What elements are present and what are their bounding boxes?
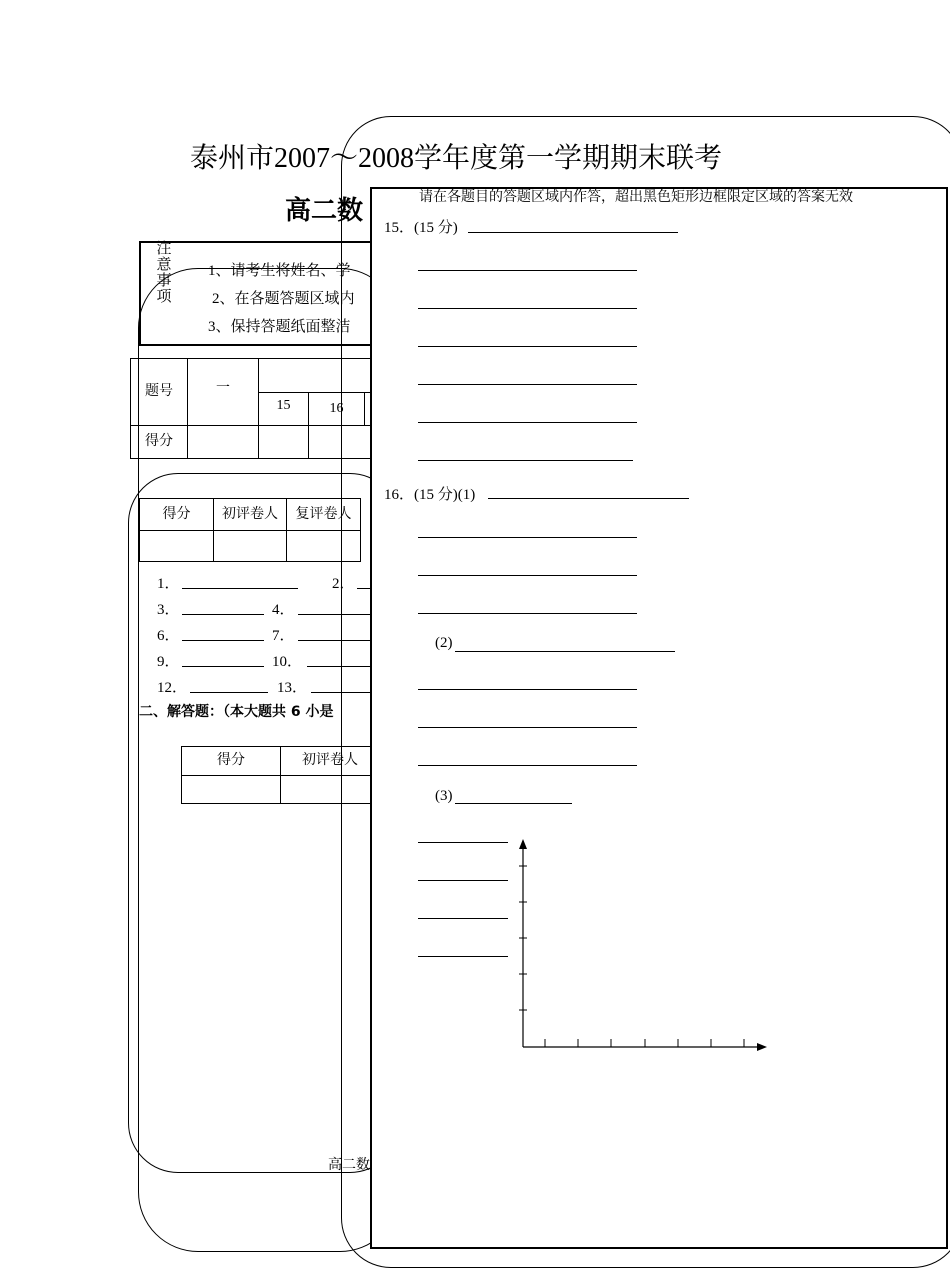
score-table-col-16: 16 <box>308 392 365 426</box>
blank-line-3[interactable] <box>182 614 264 615</box>
q16-part3-line-1[interactable] <box>418 842 508 843</box>
answer-area-warning: 请在各题目的答题区域内作答，超出黑色矩形边框限定区域的答案无效 <box>419 189 853 205</box>
q16-part2-line-2[interactable] <box>418 727 637 728</box>
q16-part2-label: (2) <box>435 635 453 651</box>
q16-part3-line-2[interactable] <box>418 880 508 881</box>
blank-line-12[interactable] <box>190 692 268 693</box>
blank-line-9[interactable] <box>182 666 264 667</box>
q16-part3-line-0[interactable] <box>455 803 572 804</box>
q16-part3-line-3[interactable] <box>418 918 508 919</box>
score-table-header-label: 题号 <box>130 358 188 426</box>
blank-label-4: 4． <box>272 602 295 618</box>
blank-line-1[interactable] <box>182 588 298 589</box>
blank-label-1: 1． <box>157 576 180 592</box>
q15-line-6[interactable] <box>418 460 633 461</box>
grader2-first-header: 初评卷人 <box>280 746 380 776</box>
blank-label-6: 6． <box>157 628 180 644</box>
notice-item-2: 2、在各题答题区域内 <box>212 291 355 307</box>
grader1-second-header: 复评卷人 <box>286 498 361 531</box>
q15-line-3[interactable] <box>418 346 637 347</box>
score-table-col-one: 一 <box>187 358 259 426</box>
blank-label-3: 3． <box>157 602 180 618</box>
grader2-score-header: 得分 <box>181 746 281 776</box>
q15-line-0[interactable] <box>468 232 678 233</box>
score-cell-one[interactable] <box>187 425 259 459</box>
score-cell-15[interactable] <box>258 425 309 459</box>
q16-part2-line-1[interactable] <box>418 689 637 690</box>
q16-line-2[interactable] <box>418 575 637 576</box>
x-axis-arrow-icon <box>757 1043 767 1051</box>
blank-label-9: 9． <box>157 654 180 670</box>
blank-label-12: 12． <box>157 680 188 696</box>
page-subtitle: 高二数 <box>285 196 364 226</box>
blank-line-6[interactable] <box>182 640 264 641</box>
q15-label: 15．(15 分) <box>384 220 458 236</box>
q16-line-0[interactable] <box>488 498 689 499</box>
q16-label: 16．(15 分)(1) <box>384 487 476 503</box>
section2-heading: 二、解答题：（本大题共 6 小是 <box>139 704 334 720</box>
q15-line-5[interactable] <box>418 422 637 423</box>
grader2-score-cell[interactable] <box>181 775 281 804</box>
blank-label-10: 10． <box>272 654 303 670</box>
q15-line-1[interactable] <box>418 270 637 271</box>
q16-part3-label: (3) <box>435 788 453 804</box>
score-table-score-label: 得分 <box>130 425 188 459</box>
blank-label-7: 7． <box>272 628 295 644</box>
q16-line-3[interactable] <box>418 613 637 614</box>
coordinate-axes <box>512 835 772 1065</box>
grader1-first-cell[interactable] <box>213 530 287 562</box>
q16-part2-line-0[interactable] <box>455 651 675 652</box>
page-title: 泰州市2007～2008学年度第一学期期末联考 <box>190 143 723 174</box>
score-table-col-15: 15 <box>258 392 309 426</box>
grader1-first-header: 初评卷人 <box>213 498 287 531</box>
y-axis-arrow-icon <box>519 839 527 849</box>
blank-label-13: 13． <box>277 680 308 696</box>
blank-label-2: 2． <box>332 576 355 592</box>
q16-line-1[interactable] <box>418 537 637 538</box>
q16-part3-line-4[interactable] <box>418 956 508 957</box>
grader1-score-header: 得分 <box>139 498 214 531</box>
q15-line-2[interactable] <box>418 308 637 309</box>
back-page-footer: 高二数 <box>328 1158 370 1173</box>
notice-label: 注 意 事 项 <box>156 241 172 305</box>
notice-item-1: 1、请考生将姓名、学 <box>208 263 351 279</box>
q16-part2-line-3[interactable] <box>418 765 637 766</box>
notice-item-3: 3、保持答题纸面整洁 <box>208 319 351 335</box>
q15-line-4[interactable] <box>418 384 637 385</box>
grader1-score-cell[interactable] <box>139 530 214 562</box>
